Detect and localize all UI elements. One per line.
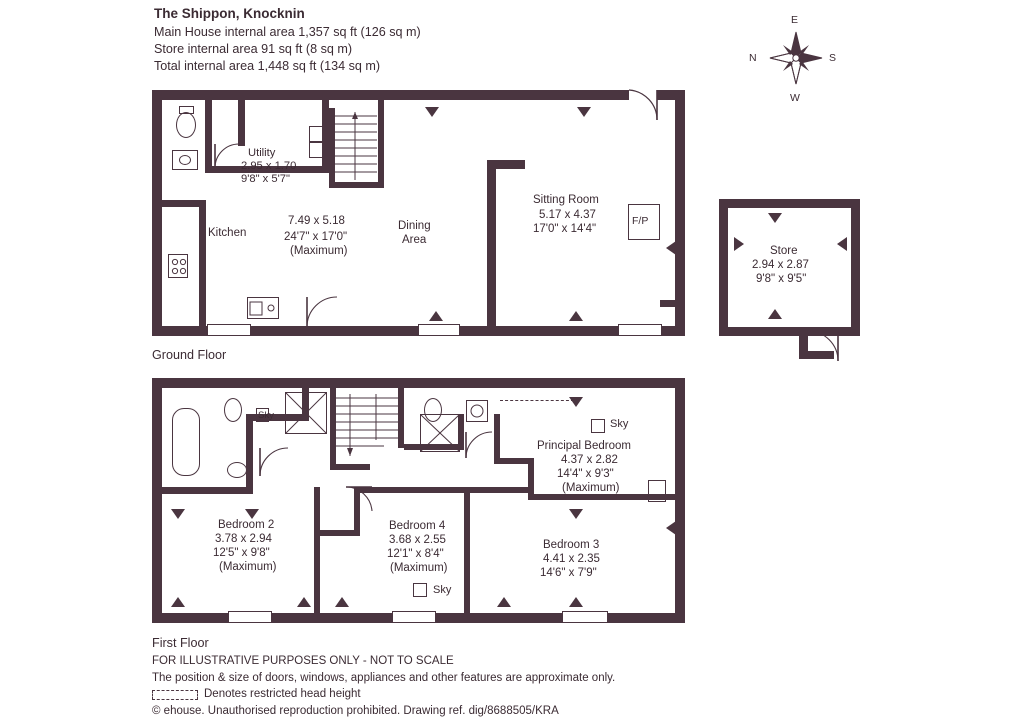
- bedroom3-fixture: [648, 480, 666, 502]
- utility-door-swing: [213, 142, 243, 172]
- restricted-head-legend-swatch: [152, 690, 198, 700]
- ff-arrow-bed3-top: [568, 508, 584, 520]
- wc-cistern-icon: [179, 106, 194, 114]
- sky-label-2: Sky: [610, 418, 629, 430]
- gf-arrow-top-1: [424, 106, 440, 118]
- gf-arrow-right: [665, 240, 677, 256]
- ff-arrow-bed3-bottom-2: [568, 596, 584, 608]
- fireplace-label: F/P: [632, 215, 649, 227]
- ensuite-toilet-icon: [424, 398, 442, 422]
- bedroom4-imperial: 12'1" x 8'4": [387, 548, 444, 560]
- ground-floor-label: Ground Floor: [152, 348, 227, 362]
- wc-basin-bowl-icon: [179, 155, 191, 165]
- compass-label-w: W: [790, 92, 800, 104]
- gf-wall-utility-right: [322, 100, 329, 173]
- ff-wall-corridor-top: [464, 487, 534, 493]
- sitting-room-label: Sitting Room: [533, 194, 599, 206]
- ff-wall-right: [675, 378, 685, 623]
- wc-toilet-icon: [176, 112, 196, 138]
- bedroom4-note: (Maximum): [390, 562, 448, 574]
- sky-label-1: Sky: [258, 410, 274, 421]
- dining-door-swing: [305, 295, 341, 329]
- principal-door-swing: [464, 430, 496, 460]
- bedroom2-imperial: 12'5" x 9'8": [213, 547, 270, 559]
- store-arrow-right: [836, 236, 848, 252]
- bedroom4-label: Bedroom 4: [389, 520, 446, 532]
- gf-arrow-bottom-1: [428, 310, 444, 322]
- gf-wall-sitting-left: [487, 160, 496, 336]
- ff-arrow-bed4-bottom: [334, 596, 350, 608]
- gf-wall-kitchen-right: [199, 200, 206, 330]
- ff-staircase: [336, 392, 400, 466]
- bath-toilet-icon: [224, 398, 242, 422]
- gf-window-sitting: [618, 324, 662, 336]
- ff-arrow-top-1: [568, 396, 584, 408]
- footer-copyright: © ehouse. Unauthorised reproduction prohibited. Drawing ref. dig/8688505/KRA: [152, 705, 559, 717]
- ff-window-bed4: [392, 611, 436, 623]
- store-label: Store: [770, 245, 798, 257]
- store-arrow-top: [767, 212, 783, 224]
- dining-label-2: Area: [402, 234, 427, 246]
- bath-basin-icon: [227, 462, 247, 478]
- sitting-room-imperial: 17'0" x 14'4": [533, 223, 597, 235]
- bath-door-swing: [258, 446, 292, 478]
- kitchen-dining-imperial: 24'7" x 17'0": [284, 231, 348, 243]
- kitchen-label: Kitchen: [208, 227, 247, 239]
- ff-arrow-bed3-bottom: [496, 596, 512, 608]
- gf-arrow-bottom-2: [568, 310, 584, 322]
- bedroom2-note: (Maximum): [219, 561, 277, 573]
- kitchen-sink-detail: [247, 297, 281, 321]
- bed4-door-swing: [344, 485, 374, 513]
- restricted-head-dash-line: [500, 400, 574, 401]
- utility-metric: 2.95 x 1.70: [241, 160, 297, 172]
- ff-wall-bed2-right: [314, 487, 320, 613]
- bedroom3-label: Bedroom 3: [543, 539, 600, 551]
- compass-label-n: N: [749, 52, 757, 64]
- first-floor-label: First Floor: [152, 636, 209, 650]
- compass-rose: [742, 14, 862, 114]
- kitchen-dining-metric: 7.49 x 5.18: [288, 215, 345, 227]
- ff-window-bed2: [228, 611, 272, 623]
- ff-wall-bath-right: [246, 420, 253, 494]
- ff-arrow-bed2-top: [170, 508, 186, 520]
- gf-wall-sitting-left-stub: [487, 160, 525, 169]
- footer-approx: The position & size of doors, windows, appliances and other features are approximate only.: [152, 672, 616, 684]
- ff-wall-top: [152, 378, 685, 388]
- sky-label-3: Sky: [433, 584, 452, 596]
- gf-wall-right: [675, 90, 685, 336]
- footer-illustrative: FOR ILLUSTRATIVE PURPOSES ONLY - NOT TO SCALE: [152, 655, 454, 667]
- ff-wall-bath-bottom: [162, 487, 252, 494]
- ff-wall-corr-a: [162, 487, 169, 493]
- ff-arrow-bed2-bottom: [170, 596, 186, 608]
- sitting-room-metric: 5.17 x 4.37: [539, 209, 596, 221]
- utility-appliance-2: [309, 142, 323, 158]
- store-area: Store internal area 91 sq ft (8 sq m): [154, 42, 353, 56]
- gf-front-door-swing: [626, 88, 666, 124]
- gf-window-dining: [418, 324, 460, 336]
- gf-window-kitchen: [207, 324, 251, 336]
- ff-arrow-bed2-bottom-2: [296, 596, 312, 608]
- gf-sitting-stub: [660, 300, 676, 307]
- bedroom4-metric: 3.68 x 2.55: [389, 534, 446, 546]
- gf-wall-top: [152, 90, 685, 100]
- principal-bedroom-note: (Maximum): [562, 482, 620, 494]
- gf-wall-wc-right: [205, 100, 212, 172]
- ff-wall-left: [152, 378, 162, 623]
- gf-wall-utility-left: [238, 100, 245, 146]
- principal-bedroom-imperial: 14'4" x 9'3": [557, 468, 614, 480]
- bedroom3-imperial: 14'6" x 7'9": [540, 567, 597, 579]
- dining-label-1: Dining: [398, 220, 431, 232]
- utility-imperial: 9'8" x 5'7": [241, 173, 290, 185]
- bedroom2-metric: 3.78 x 2.94: [215, 533, 272, 545]
- utility-appliance-1: [309, 126, 323, 142]
- store-wall-top: [719, 199, 860, 208]
- principal-bedroom-label: Principal Bedroom: [537, 440, 631, 452]
- sky-marker-2: [591, 419, 605, 433]
- ff-wall-landing-1: [404, 444, 464, 450]
- compass-label-e: E: [791, 14, 799, 26]
- store-imperial: 9'8" x 9'5": [756, 273, 807, 285]
- page-title: The Shippon, Knocknin: [154, 6, 305, 21]
- ff-wall-bed4-right: [464, 487, 470, 613]
- ensuite-basin-bowl: [466, 400, 490, 424]
- store-wall-right: [851, 199, 860, 336]
- ff-window-bed3: [562, 611, 608, 623]
- store-door-swing: [806, 329, 842, 363]
- store-wall-left: [719, 199, 728, 336]
- utility-label: Utility: [248, 147, 276, 159]
- kitchen-hob-rings: [168, 254, 190, 280]
- sky-marker-3: [413, 583, 427, 597]
- gf-arrow-top-2: [576, 106, 592, 118]
- kitchen-dining-note: (Maximum): [290, 245, 348, 257]
- bedroom2-label: Bedroom 2: [218, 519, 275, 531]
- main-house-area: Main House internal area 1,357 sq ft (126 sq m): [154, 25, 421, 39]
- footer-restricted-head: Denotes restricted head height: [204, 688, 361, 700]
- store-arrow-left: [733, 236, 745, 252]
- store-arrow-bottom: [767, 308, 783, 320]
- compass-label-s: S: [829, 52, 837, 64]
- store-metric: 2.94 x 2.87: [752, 259, 809, 271]
- principal-bedroom-metric: 4.37 x 2.82: [561, 454, 618, 466]
- ff-arrow-right: [665, 520, 677, 536]
- gf-staircase: [333, 110, 381, 184]
- bathtub-icon: [172, 408, 200, 476]
- shower-cubicle-1-cross: [285, 392, 329, 436]
- gf-wall-left: [152, 90, 162, 336]
- bedroom3-metric: 4.41 x 2.35: [543, 553, 600, 565]
- total-area: Total internal area 1,448 sq ft (134 sq m): [154, 59, 381, 73]
